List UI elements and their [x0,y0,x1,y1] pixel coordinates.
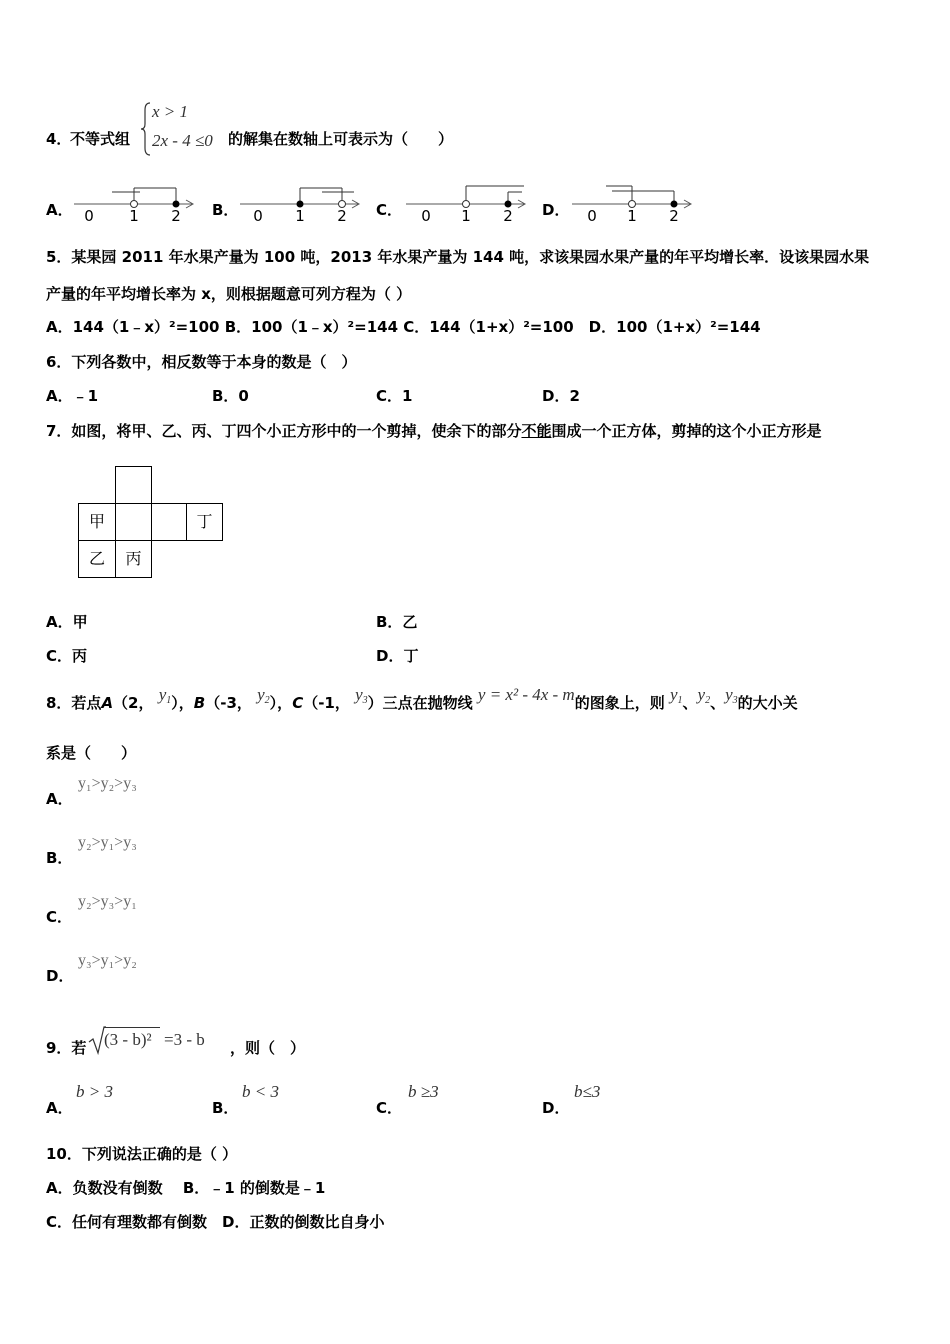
q9-option-b-expr: b < 3 [242,1082,279,1101]
q6-option-a: A．﹣1 [46,387,99,405]
q8-option-d-expr: y₃>y₁>y₂ [78,952,137,969]
q7-stem-pre: 7．如图，将甲、乙、丙、丁四个小正方形中的一个剪掉，使余下的部分 [46,422,522,440]
q8-post-y3 [725,685,738,704]
q6-option-d: D．2 [542,387,580,405]
q7-cube-net-figure [78,466,224,578]
q4-option-a-label: A． [46,201,73,219]
q8-post1: 的图象上，则 [574,694,665,712]
q7-option-a: A．甲 [46,613,88,631]
q8-close2: ）， [269,694,293,712]
q4-stem-pre: 不等式组 [70,130,131,148]
q6-option-b: B．0 [212,387,249,405]
q7-label-bing: 丙 [125,549,142,568]
q7-net-cell-ding [186,503,223,541]
q8-option-d-label: D． [46,967,74,985]
q8-stem-line2: 系是（ ） [46,744,137,762]
q8-close1: ）， [171,694,194,712]
q8-close3: ）三点在抛物线 [367,694,473,712]
q4-b-tick-0: 0 [253,207,263,224]
q7-stem-post: 围成一个正方体，剪掉的这个小正方形是 [551,422,822,440]
q4-option-b-numberline [238,178,364,224]
q8-y2-sub: 2 [264,695,270,706]
q6-option-c: C．1 [376,387,413,405]
q7-stem [46,420,821,441]
q8-option-a-label: A． [46,790,73,808]
q4-c-tick-1: 1 [461,207,471,224]
q8-option-b-label: B． [46,849,73,867]
q8-option-a-expr: y₁>y₂>y₃ [78,775,137,792]
q9-option-b-label: B． [212,1099,239,1117]
q9-option-c-label: C． [376,1099,403,1117]
q7-stem-underline: 不能 [521,422,552,440]
q8-y1-sub: 1 [166,695,172,706]
q4-a-tick-2: 2 [171,207,181,224]
q4-a-tick-1: 1 [129,207,139,224]
q4-option-c-numberline [404,178,530,224]
q8-sep1: 、 [682,694,698,712]
q8-post-y2-sub: 2 [705,695,711,706]
q8-parabola-eq: y = x² - 4x - m [477,685,575,704]
q8-post-y2 [698,685,711,704]
q4-b-tick-1: 1 [295,207,305,224]
q4-c-tick-0: 0 [421,207,431,224]
q4-number: 4． [46,130,72,148]
q5-stem-line2: 产量的年平均增长率为 x，则根据题意可列方程为（ ） [46,285,412,303]
q4-c-tick-2: 2 [503,207,513,224]
q8-post-y1 [670,685,683,704]
q7-net-cell-center [115,503,152,541]
q8-post-y3-sub: 3 [732,695,738,706]
q4-stem-post: 的解集在数轴上可表示为（ ） [228,130,454,148]
q8-point-c-x: （-1， [303,694,350,712]
q8-post2: 的大小关 [737,694,798,712]
q9-option-a-expr: b > 3 [76,1082,113,1101]
q4-system-line1: x > 1 [152,102,189,121]
q9-option-c-expr: b ≥3 [408,1082,439,1101]
q7-net-cell-bing [115,540,152,578]
q8-point-c: C [292,694,304,712]
q9-option-d-expr: b≤3 [574,1082,601,1101]
q10-options-line2: C．任何有理数都有倒数 D．正数的倒数比自身小 [46,1213,385,1231]
q8-y1 [159,685,172,704]
q10-stem: 10．下列说法正确的是（ ） [46,1145,238,1163]
q8-post-y1-var: y [669,685,678,704]
q8-y2-var: y [257,685,265,704]
q5-options: A．144（1﹣x）²=100 B．100（1﹣x）²=144 C．144（1+x）²=100 D．100（1+x）²=144 [46,318,761,336]
q7-label-ding: 丁 [196,512,213,531]
q8-y3 [355,685,368,704]
q7-option-d: D．丁 [376,647,419,665]
q8-stem-line1 [46,685,798,714]
q8-point-a: A [101,694,114,712]
q8-post-y2-var: y [697,685,706,704]
q7-net-cell-yi [78,540,116,578]
q4-option-d-label: D． [542,201,570,219]
q9-radicand: (3 - b)² [104,1030,152,1049]
q4-d-tick-0: 0 [587,207,597,224]
q8-y1-var: y [158,685,167,704]
q4-d-tick-1: 1 [627,207,637,224]
q9-post: ，则（ ） [230,1039,306,1057]
q4-option-d-numberline [570,178,696,224]
q7-label-yi: 乙 [88,549,105,568]
q5-stem-line1: 5．某果园 2011 年水果产量为 100 吨，2013 年水果产量为 144 吨，求该果园水果产量的年平均增长率．设该果园水果 [46,248,870,266]
q8-sep2: 、 [710,694,726,712]
q4-option-b-label: B． [212,201,239,219]
q7-net-cell-top [115,466,152,504]
q7-label-jia: 甲 [88,512,105,531]
q7-net-cell-right [151,503,187,541]
q6-stem: 6．下列各数中，相反数等于本身的数是（ ） [46,353,357,371]
q8-y3-sub: 3 [362,695,368,706]
q7-option-c: C．丙 [46,647,88,665]
q8-num: 8．若点 [46,694,102,712]
q4-b-tick-2: 2 [337,207,347,224]
q4-d-tick-2: 2 [669,207,679,224]
q7-net-cell-jia [78,503,116,541]
q9-equals: =3 - b [164,1030,205,1049]
q4-option-c-label: C． [376,201,403,219]
q8-point-b: B [193,694,206,712]
q8-option-b-expr: y₂>y₁>y₃ [78,834,137,851]
q9-option-a-label: A． [46,1099,73,1117]
q7-option-b: B．乙 [376,613,418,631]
q9-option-d-label: D． [542,1099,570,1117]
q9-sqrt-bar [104,1027,160,1028]
q8-point-a-x: （2， [113,694,154,712]
q4-option-a-numberline [72,178,198,224]
q8-point-b-x: （-3， [205,694,252,712]
q4-brace [140,100,152,158]
q8-y2 [257,685,270,704]
q8-option-c-label: C． [46,908,73,926]
q10-options-line1: A．负数没有倒数 B．﹣1 的倒数是﹣1 [46,1179,326,1197]
q9-pre: 9．若 [46,1039,87,1057]
q4-a-tick-0: 0 [84,207,94,224]
q8-post-y1-sub: 1 [677,695,683,706]
q8-post-y3-var: y [725,685,733,704]
q8-y3-var: y [355,685,363,704]
q4-system-line2: 2x - 4 ≤0 [152,131,213,150]
q8-option-c-expr: y₂>y₃>y₁ [78,893,137,910]
